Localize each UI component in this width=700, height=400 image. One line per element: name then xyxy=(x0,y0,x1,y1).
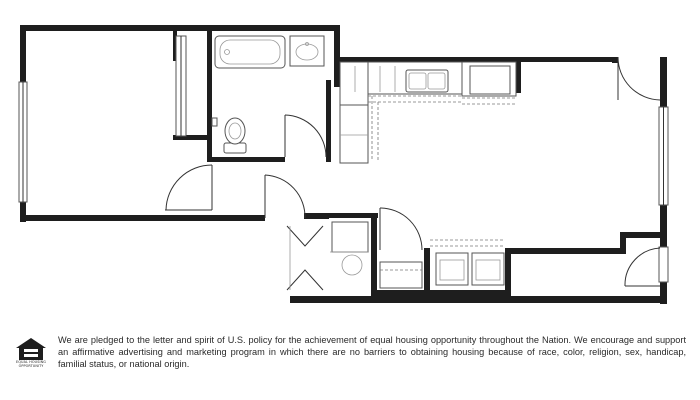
footer xyxy=(14,334,686,374)
range xyxy=(462,66,516,104)
laundry-fixtures xyxy=(380,240,505,288)
kitchen-sink xyxy=(406,70,448,92)
toilet xyxy=(224,118,246,153)
equal-housing-logo xyxy=(14,336,50,370)
sink-vanity xyxy=(290,36,324,66)
kitchen-fixtures xyxy=(340,62,516,163)
logo-caption: EQUAL HOUSING OPPORTUNITY xyxy=(16,360,46,368)
bathroom-fixtures xyxy=(212,36,324,153)
closet-fixtures xyxy=(330,222,368,275)
equal-housing-opportunity-icon xyxy=(14,336,48,362)
fair-housing-disclaimer: We are pledged to the letter and spirit of U.S. policy for the achievement of equal housing opportunity throughout the Nation. We encourage and support an affirmative advertising and marketing program in which there are no barriers to obtaining housing because of race, color, religion, sex, handicap, familial status, or national origin. xyxy=(58,335,686,369)
